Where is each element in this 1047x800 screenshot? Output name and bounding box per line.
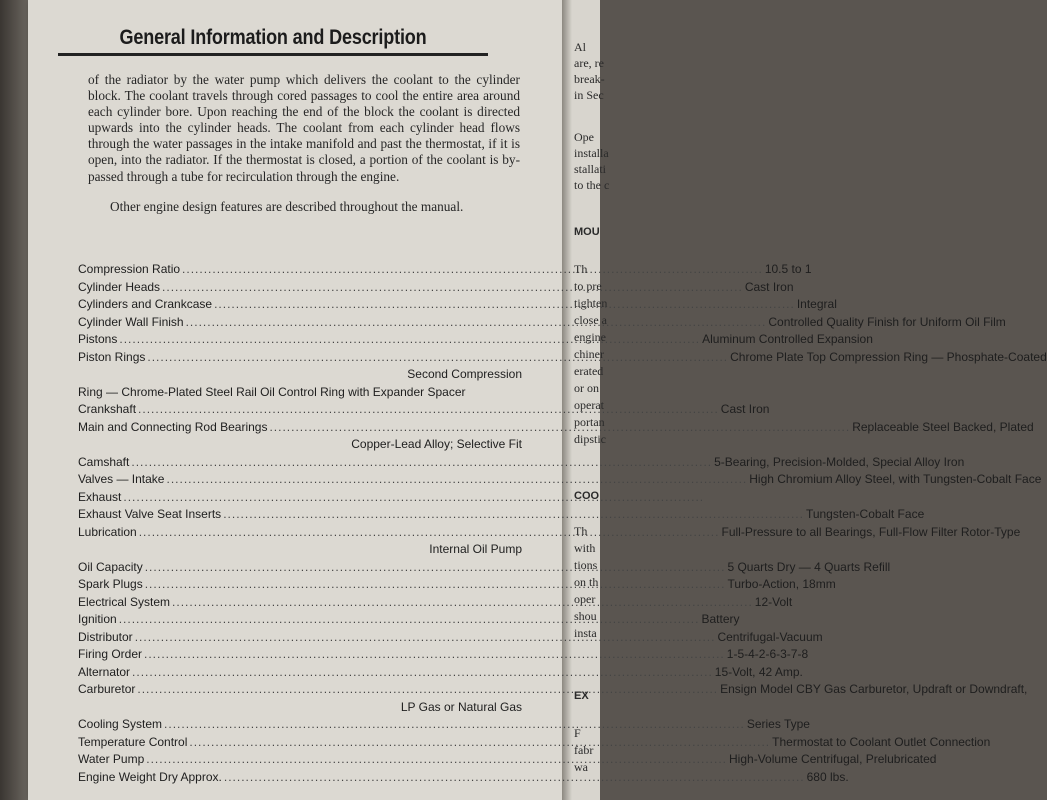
spec-row (78, 752, 937, 770)
adjacent-text: erated (574, 364, 604, 378)
spec-label: Cylinder Heads (78, 279, 161, 294)
spec-value: Replaceable Steel Backed, Plated (852, 419, 1034, 434)
adjacent-text: Th (574, 262, 588, 276)
spec-value: Series Type (746, 717, 810, 731)
spec-label: Camshaft (78, 454, 130, 469)
adjacent-text: shou (574, 609, 597, 623)
spec-label: Carburetor (78, 682, 136, 696)
adjacent-text: Ope (574, 130, 594, 144)
adjacent-page (562, 0, 610, 800)
dot-leader (132, 665, 713, 679)
book-spine-shadow (0, 0, 28, 800)
spec-label: Crankshaft (78, 402, 137, 416)
spec-row (78, 472, 1042, 490)
dot-leader (144, 647, 725, 661)
spec-label: Exhaust Valve Seat Inserts (78, 507, 222, 521)
dot-leader (223, 507, 804, 521)
spec-value: 680 lbs. (806, 769, 849, 784)
adjacent-text: to pre (574, 279, 602, 293)
spec-row (78, 717, 810, 735)
dot-leader (214, 297, 795, 311)
spec-value: 12-Volt (754, 594, 793, 609)
adjacent-text: wa (574, 760, 588, 774)
spec-value: 15-Volt, 42 Amp. (714, 664, 803, 679)
spec-label: Lubrication (78, 524, 137, 539)
spec-label: Distributor (78, 629, 133, 644)
dot-leader (145, 560, 726, 574)
spec-value: Turbo-Action, 18mm (727, 577, 836, 591)
spec-value: Aluminum Controlled Expansion (702, 332, 873, 346)
adjacent-text: to the c (574, 178, 610, 192)
dot-leader (131, 455, 712, 469)
spec-label: Cylinders and Crankcase (78, 297, 213, 311)
spec-label: Exhaust (78, 489, 122, 504)
spec-value: 5 Quarts Dry — 4 Quarts Refill (727, 559, 891, 574)
adjacent-text: F (574, 726, 581, 740)
spec-value: 5-Bearing, Precision-Molded, Special Alloy Iron (714, 454, 965, 469)
spec-value-continued: Ring — Chrome-Plated Steel Rail Oil Control Ring with Expander Spacer (78, 384, 466, 399)
adjacent-text: engine (574, 330, 606, 344)
spec-row (78, 664, 803, 683)
dot-leader (146, 752, 727, 766)
spec-label: Cylinder Wall Finish (78, 314, 184, 329)
spec-value: Chrome Plate Top Compression Ring — Phosphate-Coated (730, 349, 1047, 364)
spec-value: Centrifugal-Vacuum (717, 629, 823, 644)
spec-label: Oil Capacity (78, 559, 143, 574)
section-header (58, 26, 488, 56)
dot-leader (224, 770, 805, 784)
dot-leader (138, 402, 719, 416)
dot-leader (123, 490, 704, 504)
adjacent-text: operat (574, 398, 604, 412)
spec-value: Battery (701, 612, 740, 626)
spec-label: Main and Connecting Rod Bearings (78, 419, 268, 434)
dot-leader (164, 717, 745, 731)
spec-row (78, 454, 965, 473)
adjacent-heading: COO (574, 490, 600, 502)
spec-label: Electrical System (78, 594, 171, 609)
spec-value: High-Volume Centrifugal, Prelubricated (729, 752, 937, 766)
spec-label: Ignition (78, 612, 117, 626)
body-text (88, 72, 520, 215)
dot-leader (269, 420, 850, 434)
dot-leader (162, 280, 743, 294)
dot-leader (172, 595, 753, 609)
spec-value: High Chromium Alloy Steel, with Tungsten-Cobalt Face (749, 472, 1042, 486)
spec-row (78, 490, 522, 508)
spec-label: Pistons (78, 332, 118, 346)
paragraph: Other engine design features are described throughout the manual. (110, 198, 464, 214)
adjacent-text: stallati (574, 162, 606, 176)
dot-leader (147, 350, 728, 364)
dot-leader (166, 472, 747, 486)
adjacent-text: Al (574, 40, 586, 54)
adjacent-text: break- (574, 72, 605, 86)
adjacent-text: insta (574, 626, 597, 640)
dot-leader (135, 630, 716, 644)
adjacent-text: fabr (574, 743, 594, 757)
spec-value: Integral (796, 297, 837, 311)
adjacent-text: tighten (574, 296, 608, 310)
page-gutter (562, 0, 572, 800)
spec-label: Water Pump (78, 752, 145, 766)
dot-leader (189, 735, 770, 749)
spec-value: Full-Pressure to all Bearings, Full-Flow Filter Rotor-Type (721, 524, 1021, 539)
spec-value-continued: LP Gas or Natural Gas (400, 699, 522, 714)
spec-value-continued: Copper-Lead Alloy; Selective Fit (351, 437, 522, 451)
spec-label: Valves — Intake (78, 472, 165, 486)
adjacent-text: on th (574, 575, 599, 589)
spec-label: Temperature Control (78, 734, 188, 749)
spec-value: Cast Iron (720, 402, 770, 416)
dot-leader (186, 315, 767, 329)
page-title: General Information and Description (119, 26, 427, 49)
spec-value: Thermostat to Coolant Outlet Connection (772, 734, 991, 749)
paragraph: of the radiator by the water pump which delivers the coolant to the cylinder block. The coolant travels through cored passages to cool the entire area around each cylinder bore. Upon reaching the end of the block the coolant is directed upwards into the cylinder heads. The coolant from each cylinder head flows through the water passages in the intake manifold and past the thermostat, if it is open, into the radiator. If the thermostat is closed, a portion of the coolant is by-passed through a tube for recirculation through the engine. (88, 72, 520, 184)
adjacent-text: tions (574, 558, 598, 572)
adjacent-text: close a (574, 313, 607, 327)
adjacent-text: installa (574, 146, 609, 160)
spec-value-continued: Internal Oil Pump (429, 542, 522, 556)
adjacent-heading: EX (574, 690, 589, 702)
spec-label: Alternator (78, 664, 131, 679)
dot-leader (182, 262, 763, 276)
adjacent-text: portan (574, 415, 605, 429)
adjacent-text: chiner (574, 347, 604, 361)
spec-label: Spark Plugs (78, 577, 143, 591)
dot-leader (139, 525, 720, 539)
adjacent-text: oper (574, 592, 596, 606)
adjacent-heading: MOU (574, 226, 600, 238)
dot-leader (137, 682, 718, 696)
dot-leader (119, 332, 700, 346)
spec-row (78, 769, 849, 788)
adjacent-text: are, re (574, 56, 604, 70)
adjacent-text: or on (574, 381, 599, 395)
adjacent-text: Th (574, 524, 588, 538)
spec-value: Ensign Model CBY Gas Carburetor, Updraft or Downdraft, (720, 682, 1028, 696)
spec-value: Cast Iron (744, 279, 794, 294)
spec-label: Engine Weight Dry Approx. (78, 769, 222, 784)
dot-leader (145, 577, 726, 591)
dot-leader (119, 612, 700, 626)
adjacent-text: dipstic (574, 432, 606, 446)
spec-value: Tungsten-Cobalt Face (805, 507, 925, 521)
spec-value: 10.5 to 1 (764, 262, 812, 276)
spec-label: Piston Rings (78, 349, 146, 364)
spec-row (78, 507, 925, 525)
spec-value: 1-5-4-2-6-3-7-8 (726, 647, 809, 661)
spec-row (78, 647, 809, 665)
spec-label: Compression Ratio (78, 262, 181, 276)
spec-value: Controlled Quality Finish for Uniform Oil Film (768, 314, 1006, 329)
spec-label: Firing Order (78, 647, 143, 661)
spec-value-continued: Second Compression (407, 367, 522, 381)
adjacent-text: in Sec (574, 88, 604, 102)
title-underline (58, 53, 488, 56)
adjacent-text: with (574, 541, 596, 555)
spec-label: Cooling System (78, 717, 163, 731)
